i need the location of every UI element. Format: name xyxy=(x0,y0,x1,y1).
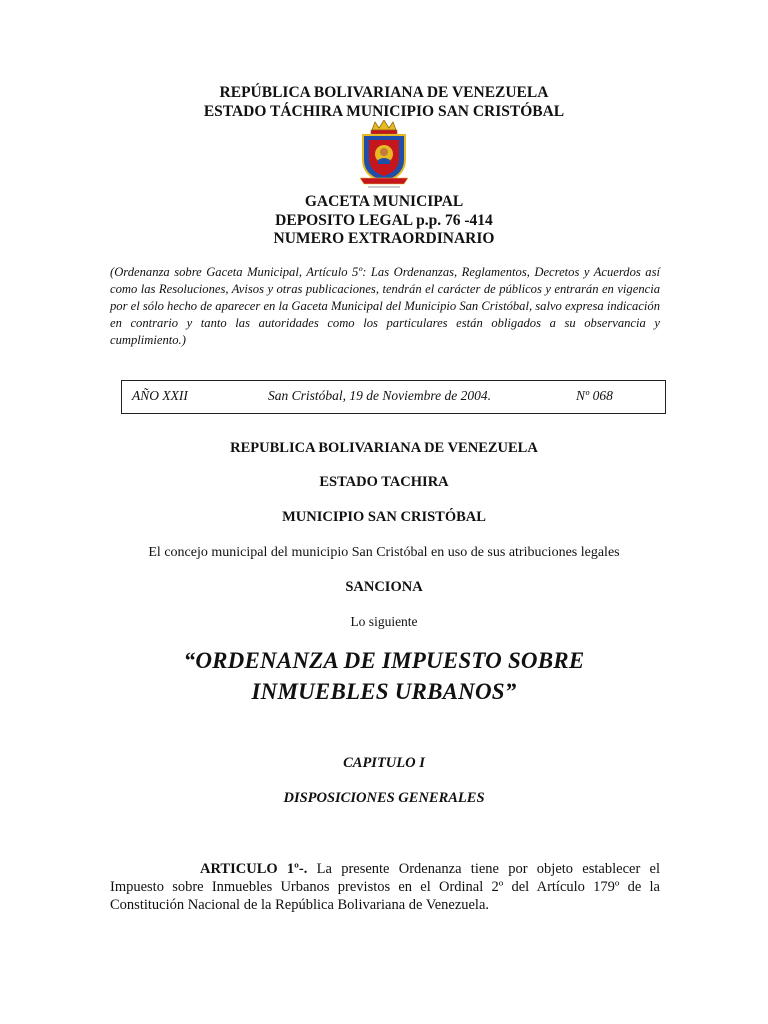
intro-text: El concejo municipal del municipio San Cristóbal en uso de sus atribuciones legales xyxy=(148,545,620,560)
municipio-heading: MUNICIPIO SAN CRISTÓBAL xyxy=(282,509,486,525)
sanciona-heading: SANCIONA xyxy=(345,579,423,595)
lo-siguiente-text: Lo siguiente xyxy=(350,614,418,629)
issue-info-box xyxy=(121,380,666,414)
numero-extraordinario: NUMERO EXTRAORDINARIO xyxy=(273,230,495,247)
chapter-heading: CAPITULO I xyxy=(343,755,425,771)
gaceta-title: GACETA MUNICIPAL xyxy=(304,193,464,210)
republica-heading: REPUBLICA BOLIVARIANA DE VENEZUELA xyxy=(230,440,538,456)
deposito-legal: DEPOSITO LEGAL p.p. 76 -414 xyxy=(275,212,493,229)
header-estado-municipio: ESTADO TÁCHIRA MUNICIPIO SAN CRISTÓBAL xyxy=(203,103,565,120)
issue-year: AÑO XXII xyxy=(132,388,188,403)
header-republica: REPÚBLICA BOLIVARIANA DE VENEZUELA xyxy=(219,84,549,101)
publication-note: (Ordenanza sobre Gaceta Municipal, Artículo 5º: Las Ordenanzas, Reglamentos, Decretos y Acuerdos así como las Resoluciones, Avisos y otras publicaciones, tendrán el carácter de públicos y entrarán en vigencia por el sólo hecho de aparecer en la Gaceta Municipal del Municipio San Cristóbal, salvo expresa indicación en contrario y tanto las autoridades como los particulares están obligados a su observancia y cumplimiento.) xyxy=(110,265,660,347)
estado-heading: ESTADO TACHIRA xyxy=(319,474,449,490)
issue-date: San Cristóbal, 19 de Noviembre de 2004. xyxy=(268,388,491,403)
issue-number: Nº 068 xyxy=(576,388,613,403)
chapter-subtitle: DISPOSICIONES GENERALES xyxy=(283,790,485,806)
coat-of-arms-icon xyxy=(358,120,410,190)
ordinance-title-line1: “ORDENANZA DE IMPUESTO SOBRE xyxy=(183,648,585,673)
ordinance-title-line2: INMUEBLES URBANOS” xyxy=(251,679,517,704)
article-1-text: La presente Ordenanza tiene por objeto establecer el Impuesto sobre Inmuebles Urbanos previstos en el Ordinal 2º del Artículo 179º de la Constitución Nacional de la República Bolivariana de Venezuela. xyxy=(110,861,660,913)
article-1-label: ARTICULO 1º-. xyxy=(200,861,308,877)
article-1-paragraph xyxy=(110,860,660,914)
